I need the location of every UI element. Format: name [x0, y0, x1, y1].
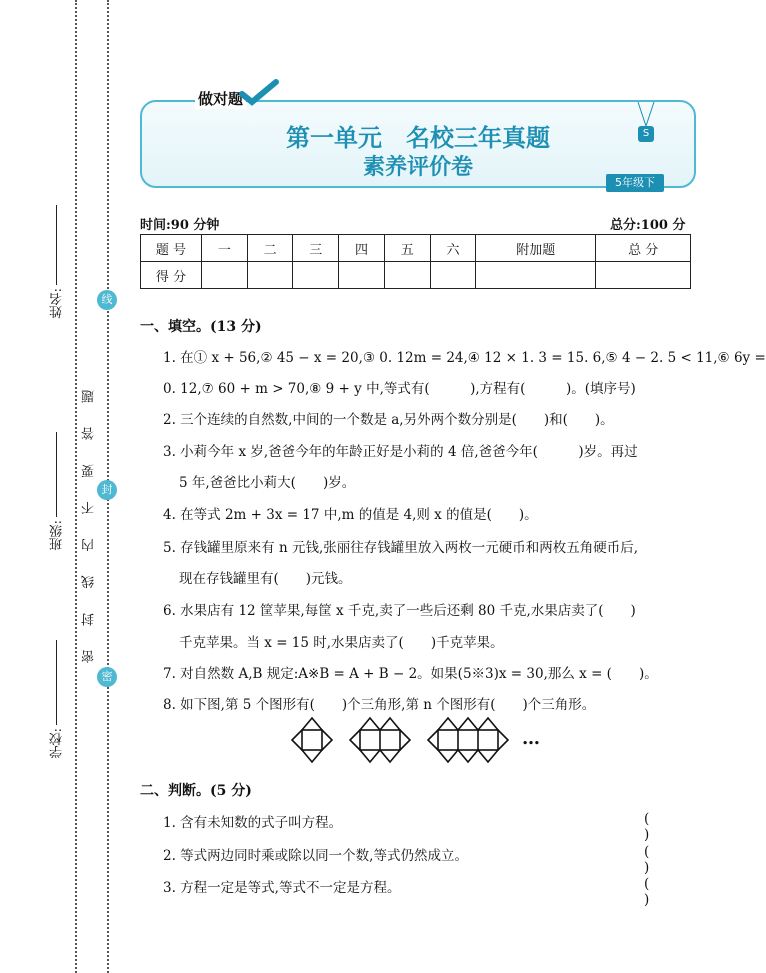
score-cell-header: 总 分: [596, 235, 691, 262]
section1-title: 一、填空。(13 分): [140, 319, 262, 335]
score-input-cell[interactable]: [202, 262, 248, 289]
class-field[interactable]: [56, 432, 57, 517]
pattern-figure-1: [292, 718, 332, 762]
question-2: 2. 三个连续的自然数,中间的一个数是 a,另外两个数分别是( )和( )。: [163, 412, 614, 428]
tag-seal: 封: [97, 480, 117, 500]
tag-secret: 密: [97, 667, 117, 687]
grade-badge: 5年级下: [606, 174, 664, 192]
question-6-line-2: 千克苹果。当 x = 15 时,水果店卖了( )千克苹果。: [179, 635, 504, 651]
judge-item-2: 2. 等式两边同时乘或除以同一个数,等式仍然成立。: [163, 848, 468, 864]
score-cell-header: 四: [339, 235, 385, 262]
judge-answer-1[interactable]: ( ): [644, 811, 668, 843]
score-cell-header: 六: [430, 235, 476, 262]
binding-dotted-line-outer: [75, 0, 77, 973]
binding-notice: 密 封 线 内 不 要 答 题: [82, 380, 97, 663]
score-table-header-row: [141, 235, 691, 262]
name-field[interactable]: [56, 205, 57, 285]
question-1-line-2: 0. 12,⑦ 60 + m > 70,⑧ 9 + y 中,等式有( ),方程有( )。(填序号): [163, 381, 636, 397]
pattern-figure-2: [350, 718, 410, 762]
score-cell-header: 三: [293, 235, 339, 262]
class-label: 班级:: [50, 520, 65, 551]
question-8: 8. 如下图,第 5 个图形有( )个三角形,第 n 个图形有( )个三角形。: [163, 697, 596, 713]
school-field[interactable]: [56, 640, 57, 725]
score-cell-header: 五: [384, 235, 430, 262]
question-5-line-1: 5. 存钱罐里原来有 n 元钱,张丽往存钱罐里放入两枚一元硬币和两枚五角硬币后,: [163, 540, 639, 556]
score-input-cell[interactable]: [247, 262, 293, 289]
score-input-cell[interactable]: [596, 262, 691, 289]
score-cell-header: 二: [247, 235, 293, 262]
checkmark-icon: [240, 80, 280, 106]
judge-item-3: 3. 方程一定是等式,等式不一定是方程。: [163, 880, 401, 896]
page-title: 第一单元 名校三年真题: [286, 124, 550, 152]
tag-zuodui: 做对题: [195, 88, 246, 109]
score-input-cell[interactable]: [430, 262, 476, 289]
s-badge: S: [638, 126, 654, 142]
score-row-label: 得 分: [141, 262, 202, 289]
name-label: 姓名:: [50, 288, 65, 319]
exam-time: 时间:90 分钟: [140, 218, 220, 233]
question-4: 4. 在等式 2m + 3x = 17 中,m 的值是 4,则 x 的值是( )。: [163, 507, 538, 523]
score-cell-header: 一: [202, 235, 248, 262]
question-1-line-1: 1. 在① x + 56,② 45 − x = 20,③ 0. 12m = 24,④ 12 × 1. 3 = 15. 6,⑤ 4 − 2. 5 < 11,⑥ 6y =: [163, 350, 766, 366]
score-input-cell[interactable]: [339, 262, 385, 289]
hanging-string-icon: [632, 102, 660, 128]
question-5-line-2: 现在存钱罐里有( )元钱。: [179, 571, 352, 587]
figure-ellipsis: …: [522, 728, 540, 749]
tag-line: 线: [97, 290, 117, 310]
question-7: 7. 对自然数 A,B 规定:A※B = A + B − 2。如果(5※3)x = 30,那么 x = ( )。: [163, 666, 658, 682]
score-table: [140, 234, 691, 289]
score-table-score-row: [141, 262, 691, 289]
judge-answer-3[interactable]: ( ): [644, 876, 668, 908]
score-input-cell[interactable]: [293, 262, 339, 289]
judge-answer-2[interactable]: ( ): [644, 844, 668, 876]
school-label: 学校:: [50, 728, 65, 759]
question-3-line-1: 3. 小莉今年 x 岁,爸爸今年的年龄正好是小莉的 4 倍,爸爸今年( )岁。再过: [163, 444, 638, 460]
exam-total: 总分:100 分: [610, 218, 686, 233]
score-cell-header: 附加题: [476, 235, 596, 262]
score-cell-header: 题 号: [141, 235, 202, 262]
pattern-figure-3: [428, 718, 508, 762]
judge-item-1: 1. 含有未知数的式子叫方程。: [163, 815, 343, 831]
question-6-line-1: 6. 水果店有 12 筐苹果,每筐 x 千克,卖了一些后还剩 80 千克,水果店卖了( ): [163, 603, 636, 619]
score-input-cell[interactable]: [476, 262, 596, 289]
score-input-cell[interactable]: [384, 262, 430, 289]
page-subtitle: 素养评价卷: [362, 155, 473, 180]
section2-title: 二、判断。(5 分): [140, 783, 252, 799]
triangle-pattern-figure: [290, 716, 520, 766]
question-3-line-2: 5 年,爸爸比小莉大( )岁。: [179, 475, 356, 491]
